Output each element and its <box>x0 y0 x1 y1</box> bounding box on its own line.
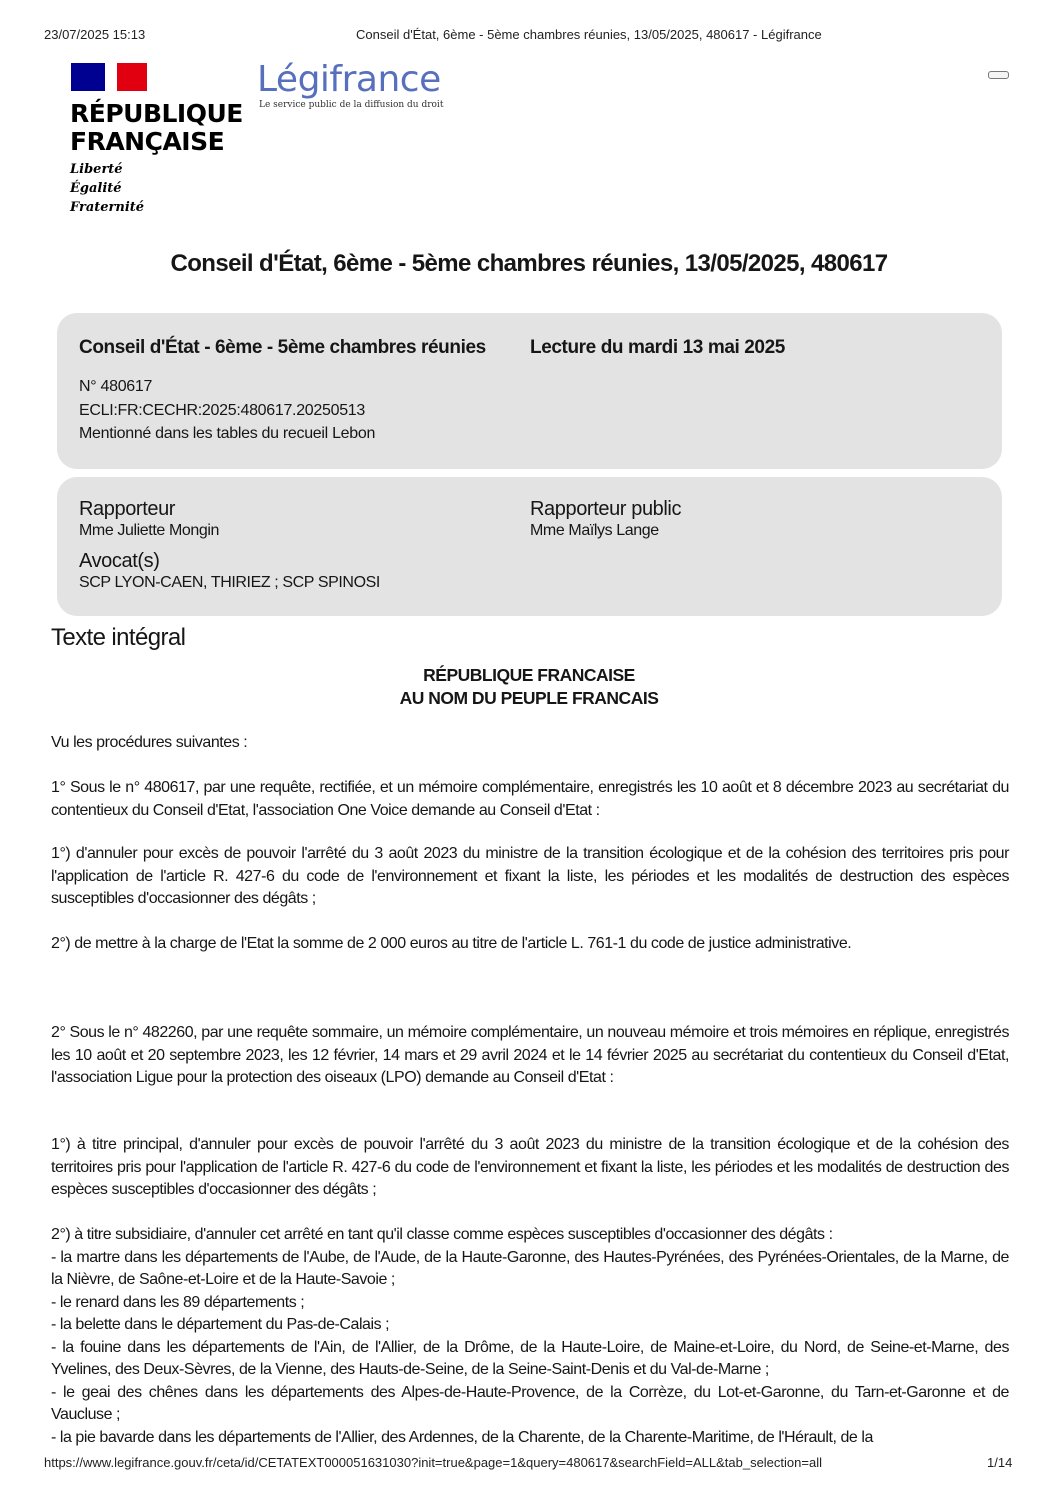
avocats-block <box>79 549 380 593</box>
avocats-value: SCP LYON-CAEN, THIRIEZ ; SCP SPINOSI <box>79 574 380 591</box>
list-item: - la belette dans le département du Pas-de-Calais ; <box>51 1316 390 1333</box>
list-item: - la martre dans les départements de l'Aube, de l'Aude, de la Haute-Garonne, des Hautes-Pyrénées, des Pyrénées-Orientales, de la Marne, de la Nièvre, de Saône-et-Loire et de la Haute-Savoie ; <box>51 1248 1009 1288</box>
paragraph-requete-2-conclusion-2 <box>51 1224 1009 1449</box>
paragraph-text: 1°) d'annuler pour excès de pouvoir l'arrêté du 3 août 2023 du ministre de la transition écologique et de la cohésion des territoires pris pour l'application de l'article R. 427-6 du code de l'environnement et fixant la liste, les périodes et les modalités de destruction des espèces susceptibles d'occasionner des dégâts ; <box>51 845 1009 907</box>
paragraph-text: 1°) à titre principal, d'annuler pour excès de pouvoir l'arrêté du 3 août 2023 du ministre de la transition écologique et de la cohésion des territoires pris pour l'application de l'article R. 427-6 du code de l'environnement et fixant la liste, les périodes et les modalités de destruction des espèces susceptibles d'occasionner des dégâts ; <box>51 1136 1009 1198</box>
au-nom-line: AU NOM DU PEUPLE FRANCAIS <box>399 688 659 708</box>
paragraph-text: 1° Sous le n° 480617, par une requête, rectifiée, et un mémoire complémentaire, enregistrés les 10 août et 8 décembre 2023 au secrétariat du contentieux du Conseil d'Etat, l'association One Voice demande au Conseil d'Etat : <box>51 779 1009 819</box>
motto-liberte: Liberté <box>70 162 123 177</box>
decision-number: N° 480617 <box>79 378 153 395</box>
legifrance-logo[interactable] <box>257 58 443 110</box>
print-page-number: 1/14 <box>987 1455 1013 1470</box>
texte-integral-heading: Texte intégral <box>51 624 186 651</box>
rapporteur-public-value: Mme Maïlys Lange <box>530 522 659 539</box>
ecli-code: ECLI:FR:CECHR:2025:480617.20250513 <box>79 401 365 419</box>
republique-line: RÉPUBLIQUE FRANCAISE <box>423 665 635 685</box>
republique-francaise-wordmark <box>70 100 250 156</box>
paragraph-text: 2°) de mettre à la charge de l'Etat la somme de 2 000 euros au titre de l'article L. 761-1 du code de justice administrative. <box>51 935 852 952</box>
legifrance-tagline: Le service public de la diffusion du droit <box>259 100 444 110</box>
paragraph-vu <box>51 732 1009 755</box>
page-title: Conseil d'État, 6ème - 5ème chambres réunies, 13/05/2025, 480617 <box>170 250 888 277</box>
rapporteur-value: Mme Juliette Mongin <box>79 522 220 539</box>
paragraph-requete-1-conclusion-2 <box>51 933 1009 956</box>
avocats-label: Avocat(s) <box>79 550 160 572</box>
republique-header <box>0 664 1058 710</box>
list-item: - le renard dans les 89 départements ; <box>51 1293 305 1311</box>
rapporteur-label: Rapporteur <box>79 498 176 520</box>
lecture-date: Lecture du mardi 13 mai 2025 <box>530 337 785 358</box>
wordmark-line-2: FRANÇAISE <box>70 127 225 156</box>
decision-meta <box>79 375 375 446</box>
motto <box>70 160 250 217</box>
parties-card <box>57 477 1002 616</box>
motto-egalite: Égalité <box>70 181 122 196</box>
print-page-title: Conseil d'État, 6ème - 5ème chambres réunies, 13/05/2025, 480617 - Légifrance <box>356 27 822 42</box>
list-item: - la pie bavarde dans les départements de l'Allier, des Ardennes, de la Charente, de la Charente-Maritime, de l'Hérault, de la <box>51 1428 873 1446</box>
marianne-flag-icon <box>71 63 147 91</box>
paragraph-requete-1-conclusion-1 <box>51 843 1009 911</box>
list-item: - le geai des chênes dans les départements des Alpes-de-Haute-Provence, de la Corrèze, du Lot-et-Garonne, du Tarn-et-Garonne et de Vaucluse ; <box>51 1383 1009 1423</box>
rapporteur-public-label: Rapporteur public <box>530 498 682 520</box>
paragraph-requete-1 <box>51 777 1009 822</box>
list-item: - la fouine dans les départements de l'Ain, de l'Allier, de la Drôme, de la Haute-Loire, de Maine-et-Loire, du Nord, de Seine-et-Marne, des Yvelines, des Deux-Sèvres, de la Vienne, des Hauts-de-Seine, de la Seine-Saint-Denis et du Val-de-Marne ; <box>51 1338 1009 1378</box>
motto-fraternite: Fraternité <box>70 200 145 215</box>
print-datetime: 23/07/2025 15:13 <box>44 27 146 42</box>
republique-francaise-logo[interactable] <box>70 63 250 217</box>
rapporteur-block <box>79 497 219 541</box>
print-url: https://www.legifrance.gouv.fr/ceta/id/CETATEXT000051631030?init=true&page=1&query=480617&searchField=ALL&tab_selection=all <box>44 1455 822 1470</box>
paragraph-text: Vu les procédures suivantes : <box>51 734 248 751</box>
paragraph-text: 2°) à titre subsidiaire, d'annuler cet arrêté en tant qu'il classe comme espèces susceptibles d'occasionner des dégâts : <box>51 1226 833 1243</box>
menu-icon[interactable] <box>988 71 1009 79</box>
paragraph-requete-2-conclusion-1 <box>51 1134 1009 1202</box>
paragraph-requete-2 <box>51 1022 1009 1090</box>
lebon-mention: Mentionné dans les tables du recueil Lebon <box>79 425 376 442</box>
decision-summary-card <box>57 313 1002 469</box>
rapporteur-public-block <box>530 497 681 541</box>
wordmark-line-1: RÉPUBLIQUE <box>70 99 243 128</box>
paragraph-text: 2° Sous le n° 482260, par une requête sommaire, un mémoire complémentaire, un nouveau mémoire et trois mémoires en réplique, enregistrés les 10 août et 20 septembre 2023, les 12 février, 14 mars et 29 avril 2024 et le 14 février 2025 au secrétariat du contentieux du Conseil d'Etat, l'association Ligue pour la protection des oiseaux (LPO) demande au Conseil d'Etat : <box>51 1024 1009 1086</box>
legifrance-name: Légifrance <box>257 59 441 100</box>
jurisdiction: Conseil d'État - 6ème - 5ème chambres réunies <box>79 337 486 358</box>
